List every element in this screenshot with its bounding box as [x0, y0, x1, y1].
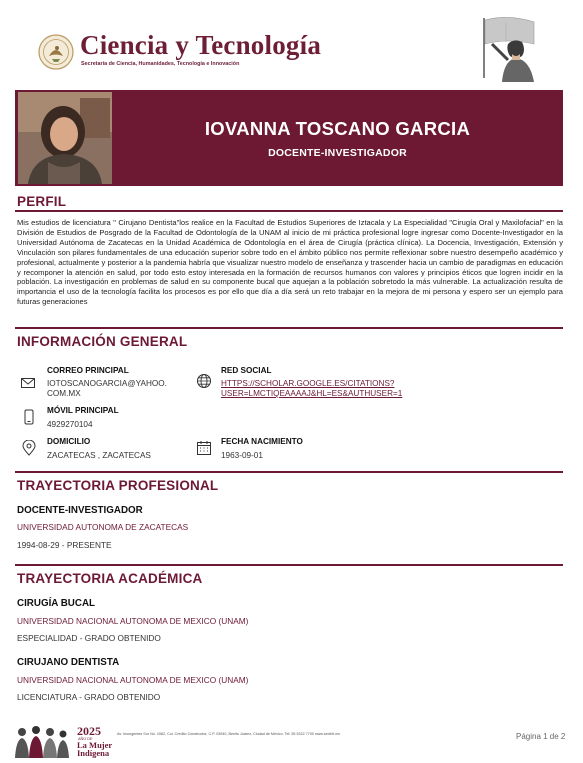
- avatar: [18, 92, 112, 184]
- profile-name: IOVANNA TOSCANO GARCIA: [204, 118, 471, 139]
- flag-woman-illustration-icon: [478, 14, 544, 82]
- entry-title: DOCENTE-INVESTIGADOR: [17, 505, 143, 516]
- red-social-link-line1[interactable]: HTTPS://SCHOLAR.GOOGLE.ES/CITATIONS?: [221, 379, 395, 388]
- logo-title: Ciencia y Tecnología: [80, 30, 322, 60]
- calendar-icon: [196, 440, 212, 456]
- red-social-link-line2[interactable]: USER=LMCTIQEAAAAJ&HL=ES&AUTHUSER=1: [221, 389, 403, 398]
- footer-illustration-icon: [12, 720, 70, 758]
- fecha-nacimiento-label: FECHA NACIMIENTO: [221, 437, 303, 446]
- logo-subtitle: Secretaría de Ciencia, Humanidades, Tecnología e Innovación: [81, 61, 240, 67]
- location-pin-icon: [21, 440, 37, 456]
- profile-role: DOCENTE-INVESTIGADOR: [268, 147, 407, 159]
- footer-lamujer-line1: La Mujer: [77, 740, 113, 750]
- envelope-icon: [20, 375, 36, 391]
- entry-institution: UNIVERSIDAD AUTONOMA DE ZACATECAS: [17, 522, 189, 532]
- section-title-informacion: INFORMACIÓN GENERAL: [17, 334, 188, 349]
- fecha-nacimiento-value: 1963-09-01: [221, 451, 263, 460]
- page-header: [0, 0, 583, 90]
- globe-icon: [196, 373, 212, 389]
- footer-year: 2025: [77, 724, 101, 738]
- domicilio-value: ZACATECAS , ZACATECAS: [47, 451, 151, 460]
- section-divider: [15, 564, 563, 566]
- section-divider: [15, 327, 563, 329]
- profile-bio: Mis estudios de licenciatura " Cirujano Dentista"los realice en la Facultad de Estudios Superiores de Iztacala y La Especialidad "Cirugía Oral y Maxilofacial" en la División de Estudios de Posgrado de la Facultad de Odontología de la UNAM al inicio de mi práctica profesional logre ingresar como Docente-Investigador en la Universidad Autónoma de Zacatecas en la Unidad Académica de Odontología en el área de Cirugía (práctica clínica). La Docencia, Investigación, Extensión y Vinculación son pilares fundamentales de una educación superior sobre todo en el ámbito público nos permite reflexionar sobre nuestro desempeño académico y profesional, actualmente y posterior a la pandemia habría que visualizar nuestro modelo de enseñanza y trascender hacia un cambio de paradigmas en educación y recomponer la atención en salud, por todo esto estoy interesada en la formación de recursos humanos con valores y principios éticos que logren incidir en la población. La investigación en problemas de salud en su componente bucal que aquejan a la población sobretodo la más vulnerable. La actualización resulta de importancia el uso de la tecnología facilita los procesos es por ello que día a día será un reto trabajar en la mejora de mi persona y espero ser un ejemplo para futuras generaciones: [17, 218, 563, 307]
- entry-title: CIRUGÍA BUCAL: [17, 598, 96, 609]
- entry-institution: UNIVERSIDAD NACIONAL AUTONOMA DE MEXICO (UNAM): [17, 675, 249, 685]
- footer-lamujer: [77, 741, 112, 757]
- footer-address: Av. Insurgentes Sur No. 1582, Col. Crédito Constructor, C.P. 03940, Benito Juárez, Ciudad de México. Tel: 55 5322 7700 www.secihti.mx: [117, 732, 341, 736]
- correo-value-line2: COM.MX: [47, 389, 81, 398]
- footer-anio: AÑO DE: [78, 737, 93, 741]
- domicilio-label: DOMICILIO: [47, 437, 91, 446]
- section-title-perfil: PERFIL: [17, 194, 67, 209]
- profile-photo: [18, 92, 112, 184]
- phone-icon: [21, 409, 37, 425]
- entry-meta: LICENCIATURA - GRADO OBTENIDO: [17, 692, 161, 702]
- entry-title: CIRUJANO DENTISTA: [17, 657, 120, 668]
- section-divider: [15, 210, 563, 212]
- section-title-trayectoria-profesional: TRAYECTORIA PROFESIONAL: [17, 478, 219, 493]
- entry-meta: 1994-08-29 - PRESENTE: [17, 540, 112, 550]
- page-number: Página 1 de 2: [516, 732, 566, 741]
- entry-institution: UNIVERSIDAD NACIONAL AUTONOMA DE MEXICO (UNAM): [17, 616, 249, 626]
- footer-lamujer-line2: Indígena: [77, 748, 110, 758]
- section-divider: [15, 471, 563, 473]
- correo-label: CORREO PRINCIPAL: [47, 366, 129, 375]
- movil-value: 4929270104: [47, 420, 93, 429]
- section-title-trayectoria-academica: TRAYECTORIA ACADÉMICA: [17, 571, 203, 586]
- correo-value-line1: IOTOSCANOGARCIA@YAHOO.: [47, 379, 167, 388]
- movil-label: MÓVIL PRINCIPAL: [47, 406, 119, 415]
- red-social-label: RED SOCIAL: [221, 366, 272, 375]
- mexico-seal-icon: [38, 34, 74, 70]
- entry-meta: ESPECIALIDAD - GRADO OBTENIDO: [17, 633, 161, 643]
